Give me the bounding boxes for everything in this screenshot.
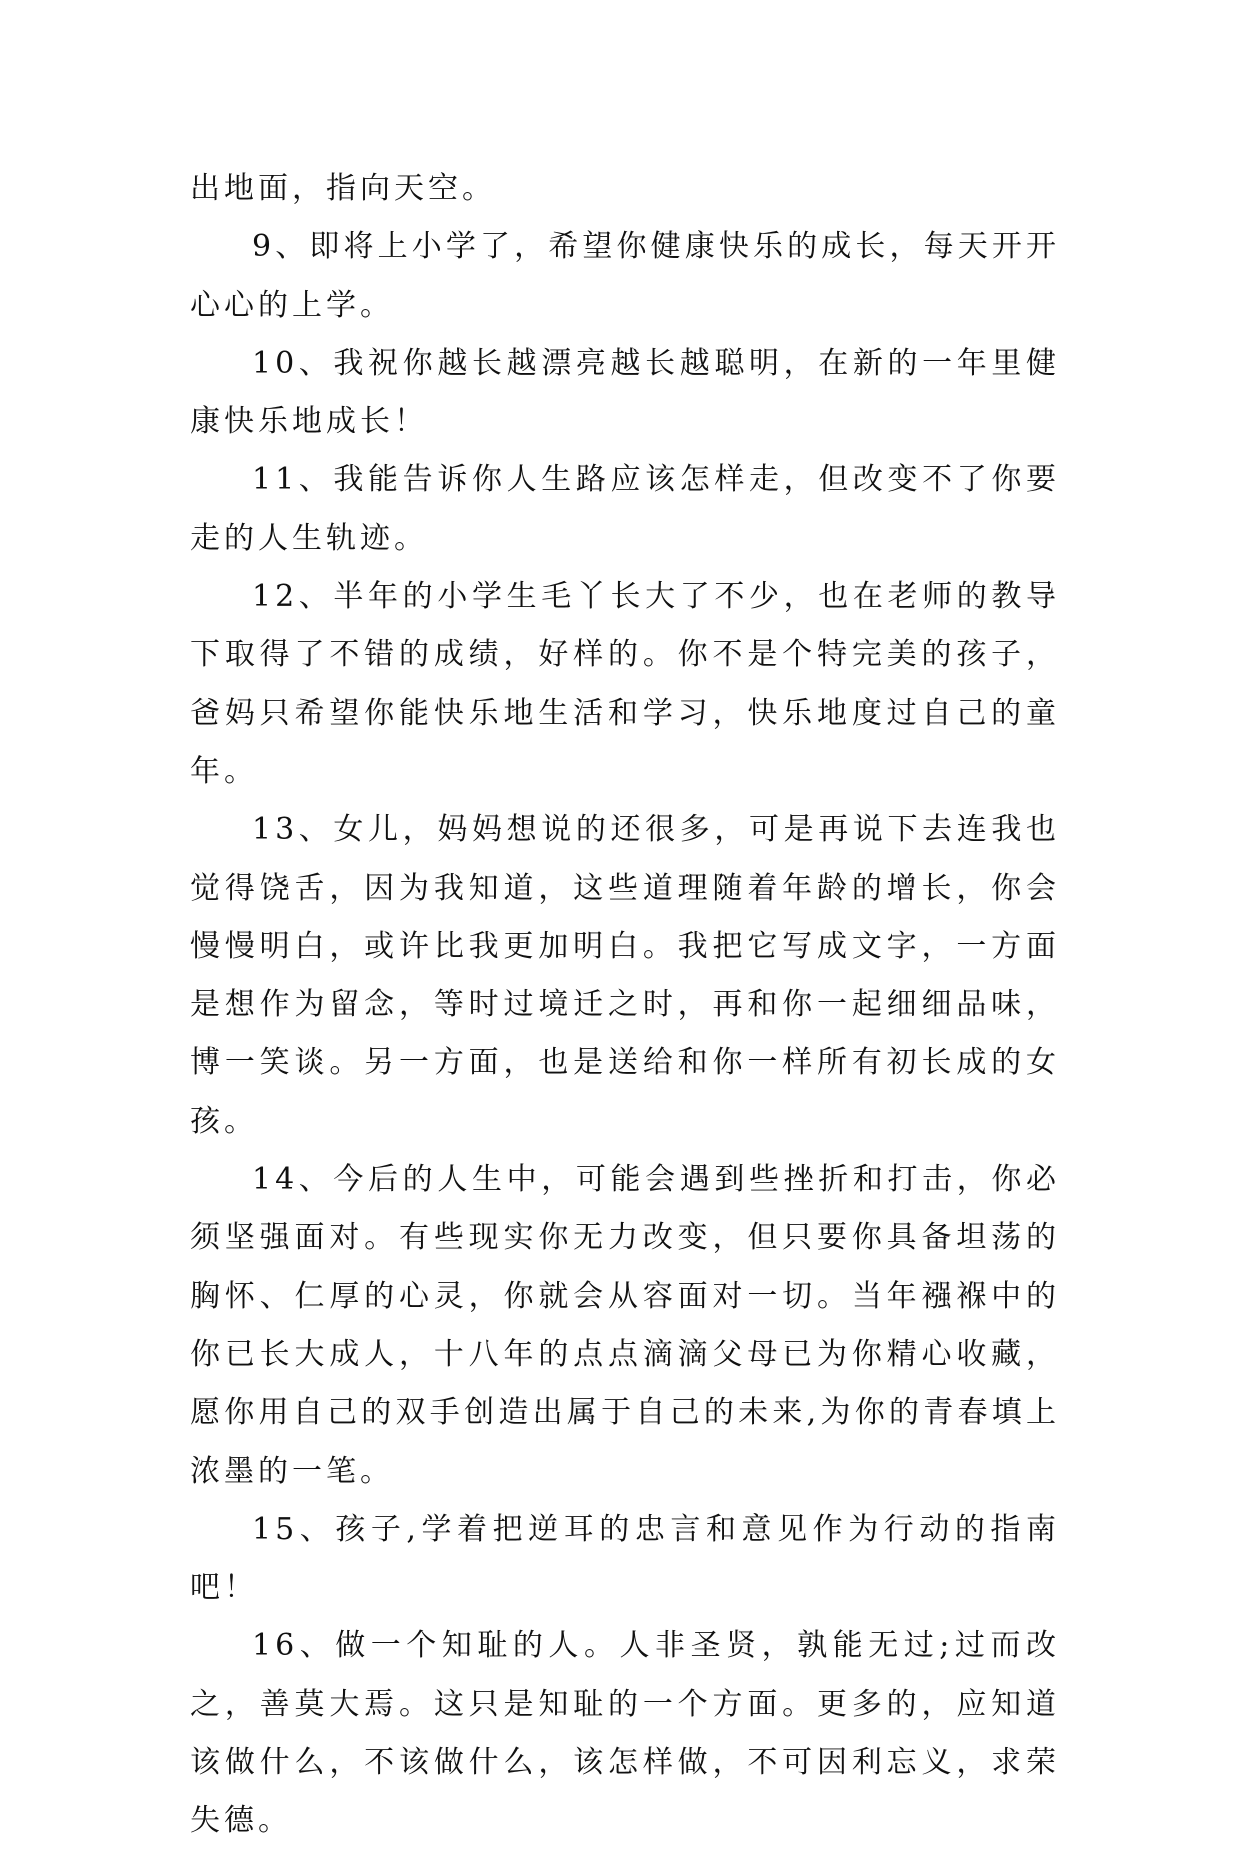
paragraph-item-11: 11、我能告诉你人生路应该怎样走，但改变不了你要走的人生轨迹。 [190, 462, 1060, 556]
paragraph-item-10: 10、我祝你越长越漂亮越长越聪明，在新的一年里健康快乐地成长！ [190, 345, 1060, 440]
paragraph-continuation: 出地面，指向天空。 [190, 171, 496, 206]
document-body [190, 160, 1060, 1851]
paragraph-item-15: 15、孩子,学着把逆耳的忠言和意见作为行动的指南吧！ [190, 1511, 1060, 1606]
paragraph-item-13: 13、女儿，妈妈想说的还很多，可是再说下去连我也觉得饶舌，因为我知道，这些道理随着年龄的增长，你会慢慢明白，或许比我更加明白。我把它写成文字，一方面是想作为留念，等时过境迁之时，再和你一起细细品味，博一笑谈。另一方面，也是送给和你一样所有初长成的女孩。 [190, 812, 1060, 1139]
paragraph-item-16: 16、做一个知耻的人。人非圣贤，孰能无过;过而改之，善莫大焉。这只是知耻的一个方面。更多的，应知道该做什么，不该做什么，该怎样做，不可因利忘义，求荣失德。 [190, 1628, 1060, 1839]
paragraph-item-12: 12、半年的小学生毛丫长大了不少，也在老师的教导下取得了不错的成绩，好样的。你不是个特完美的孩子，爸妈只希望你能快乐地生活和学习，快乐地度过自己的童年。 [190, 579, 1060, 789]
paragraph-item-14: 14、今后的人生中，可能会遇到些挫折和打击，你必须坚强面对。有些现实你无力改变，但只要你具备坦荡的胸怀、仁厚的心灵，你就会从容面对一切。当年襁褓中的你已长大成人，十八年的点点滴滴父母已为你精心收藏，愿你用自己的双手创造出属于自己的未来,为你的青春填上浓墨的一笔。 [190, 1162, 1060, 1489]
paragraph-item-9: 9、即将上小学了，希望你健康快乐的成长，每天开开心心的上学。 [190, 229, 1060, 323]
